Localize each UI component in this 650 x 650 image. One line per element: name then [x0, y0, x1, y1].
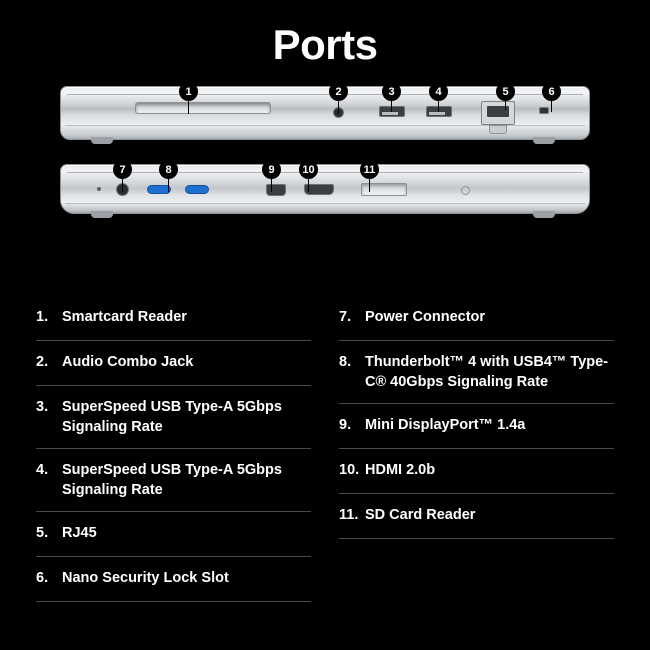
legend-item-label: HDMI 2.0b [365, 462, 436, 479]
legend-column-right [339, 296, 614, 602]
leader-line-10 [308, 178, 309, 192]
callout-badge-9: 9 [262, 160, 281, 179]
legend-item [36, 296, 311, 341]
legend-item-number: 9. [339, 417, 352, 434]
legend-item [36, 386, 311, 449]
page-title: Ports [272, 21, 378, 68]
callout-badge-2: 2 [329, 82, 348, 101]
legend-item-label: Mini DisplayPort™ 1.4a [365, 417, 526, 434]
legend-item-label: Thunderbolt™ 4 with USB4™ Type-C® 40Gbps Signaling Rate [365, 354, 609, 390]
leader-line-8 [168, 178, 169, 192]
legend-item-label: RJ45 [62, 525, 97, 542]
callout-badge-3: 3 [382, 82, 401, 101]
nano-security-lock-slot-icon [539, 107, 549, 114]
legend-item [36, 512, 311, 557]
legend-item-number: 8. [339, 354, 352, 370]
smartcard-reader-slot-icon [135, 102, 271, 114]
ports-legend [0, 296, 650, 602]
usb-type-a-port-2-icon [426, 106, 452, 117]
thunderbolt-port-2-icon [185, 185, 209, 194]
rj45-drop-jaw-icon [489, 125, 507, 134]
callout-badge-10: 10 [299, 160, 318, 179]
callout-badge-5: 5 [496, 82, 515, 101]
legend-item-number: 5. [36, 525, 49, 542]
callout-badge-1: 1 [179, 82, 198, 101]
legend-item-label: SuperSpeed USB Type-A 5Gbps Signaling Rate [62, 462, 282, 498]
legend-item-number: 4. [36, 462, 49, 479]
callout-badge-6: 6 [542, 82, 561, 101]
leader-line-9 [271, 178, 272, 192]
legend-item [339, 404, 614, 449]
usb-type-a-port-1-icon [379, 106, 405, 117]
legend-item [339, 449, 614, 494]
laptop-illustrations [0, 82, 650, 247]
rj45-port-icon [481, 101, 515, 125]
laptop-foot-left-2 [91, 211, 113, 218]
legend-item-number: 1. [36, 309, 49, 325]
status-led-icon [97, 187, 101, 191]
leader-line-3 [391, 100, 392, 112]
legend-item-label: Power Connector [365, 309, 486, 325]
leader-line-7 [122, 178, 123, 192]
vent-icon [461, 186, 470, 195]
chassis-left [60, 164, 590, 214]
legend-column-left [36, 296, 311, 602]
legend-item [36, 341, 311, 386]
legend-item-number: 7. [339, 309, 352, 325]
legend-item [36, 449, 311, 512]
base-seam [65, 125, 585, 126]
callout-badge-11: 11 [360, 160, 379, 179]
legend-item-label: Audio Combo Jack [62, 354, 194, 370]
leader-line-4 [438, 100, 439, 112]
legend-item-label: SD Card Reader [365, 507, 476, 524]
legend-item-number: 11. [339, 507, 359, 524]
laptop-foot-left [91, 137, 113, 144]
laptop-foot-right-2 [533, 211, 555, 218]
base-seam-2 [65, 203, 585, 204]
leader-line-11 [369, 178, 370, 192]
leader-line-1 [188, 100, 189, 114]
leader-line-6 [551, 100, 552, 112]
lid-seam-2 [67, 172, 583, 173]
legend-item-label: Nano Security Lock Slot [62, 570, 229, 587]
legend-item-number: 3. [36, 399, 49, 415]
legend-item [339, 296, 614, 341]
callout-badge-4: 4 [429, 82, 448, 101]
legend-item [339, 494, 614, 539]
legend-item [36, 557, 311, 602]
callout-badge-7: 7 [113, 160, 132, 179]
laptop-foot-right [533, 137, 555, 144]
leader-line-2 [338, 100, 339, 114]
leader-line-5 [505, 100, 506, 110]
sd-card-reader-icon [361, 183, 407, 196]
legend-item-number: 6. [36, 570, 49, 587]
laptop-left-side-profile [60, 164, 590, 214]
legend-item-label: SuperSpeed USB Type-A 5Gbps Signaling Rate [62, 399, 282, 435]
legend-item [339, 341, 614, 404]
mini-displayport-icon [266, 184, 286, 196]
legend-item-number: 2. [36, 354, 49, 370]
callout-badge-8: 8 [159, 160, 178, 179]
legend-item-number: 10. [339, 462, 360, 479]
legend-item-label: Smartcard Reader [62, 309, 187, 325]
